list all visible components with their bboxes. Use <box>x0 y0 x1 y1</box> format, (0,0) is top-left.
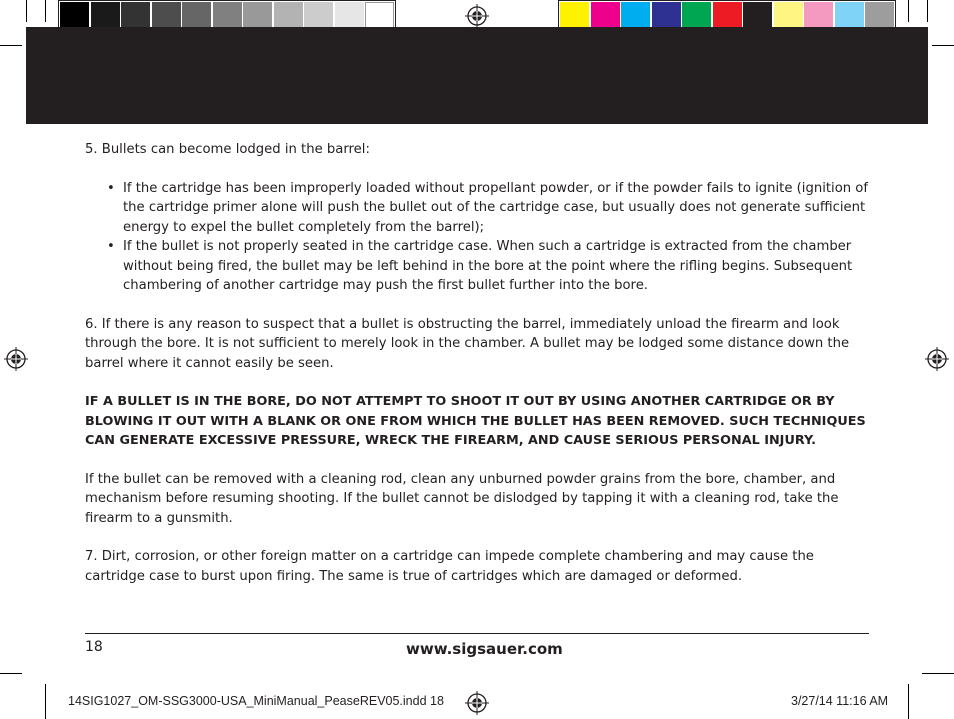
crop-mark-bottom-left-vertical <box>45 684 46 719</box>
crop-mark-top-right-vertical <box>927 0 928 22</box>
website-url: www.sigsauer.com <box>406 640 563 658</box>
registration-target-icon <box>465 691 489 715</box>
manual-content <box>85 140 875 586</box>
registration-target-icon <box>4 347 28 371</box>
crop-mark-top-right-horizontal <box>932 45 954 46</box>
section-7-paragraph: 7. Dirt, corrosion, or other foreign matter on a cartridge can impede complete chambering and may cause the cartridge case to burst upon firing. The same is true of cartridges which are damaged or deformed. <box>85 549 814 584</box>
crop-mark-top-left-horizontal <box>0 45 22 46</box>
slug-datetime: 3/27/14 11:16 AM <box>791 694 889 708</box>
warning-paragraph: IF A BULLET IS IN THE BORE, DO NOT ATTEMPT TO SHOOT IT OUT BY USING ANOTHER CARTRIDGE OR BY BLOWING IT OUT WITH A BLANK OR ONE FROM WHICH THE BULLET HAS BEEN REMOVED. SUCH TECHNIQUES CAN GENERATE EXCESSIVE PRESSURE, WRECK THE FIREARM, AND CAUSE SERIOUS PERSONAL INJURY. <box>85 394 866 448</box>
bullet-removal-paragraph: If the bullet can be removed with a cleaning rod, clean any unburned powder grains from the bore, chamber, and mechanism before resuming shooting. If the bullet cannot be dislodged by tapping it with a cleaning rod, take the firearm to a gunsmith. <box>85 471 839 526</box>
section-5-intro: 5. Bullets can become lodged in the barrel: <box>85 142 370 157</box>
section-6-paragraph: 6. If there is any reason to suspect that a bullet is obstructing the barrel, immediately unload the firearm and look through the bore. It is not sufficient to merely look in the chamber. A bullet may be lodged some distance down the barrel where it cannot easily be seen. <box>85 316 850 371</box>
registration-target-icon <box>465 4 489 28</box>
crop-mark-top-right-inner <box>908 0 909 22</box>
footer-rule <box>85 633 869 634</box>
crop-mark-top-left-vertical <box>26 0 27 22</box>
crop-mark-bottom-right-vertical <box>908 684 909 719</box>
slug-filename: 14SIG1027_OM-SSG3000-USA_MiniManual_PeaseREV05.indd 18 <box>68 694 444 708</box>
bullet-item: • If the bullet is not properly seated in the cartridge case. When such a cartridge is extracted from the chamber without being fired, the bullet may be left behind in the bore at the point where the rifling begins. Subsequent chambering of another cartridge may push the first bullet further into the bore. <box>85 237 875 296</box>
registration-target-icon <box>925 347 949 371</box>
crop-mark-bottom-left-horizontal <box>0 673 22 674</box>
crop-mark-top-left-inner <box>45 0 46 22</box>
page-number: 18 <box>85 639 103 655</box>
bullet-item: • If the cartridge has been improperly loaded without propellant powder, or if the powder fails to ignite (ignition of the cartridge primer alone will push the bullet out of the cartridge case, but usually does not generate sufficient energy to expel the bullet completely from the barrel); <box>85 179 875 238</box>
crop-mark-bottom-right-horizontal <box>922 673 954 674</box>
header-band <box>26 27 928 124</box>
section-5-bullet-list <box>85 179 875 296</box>
